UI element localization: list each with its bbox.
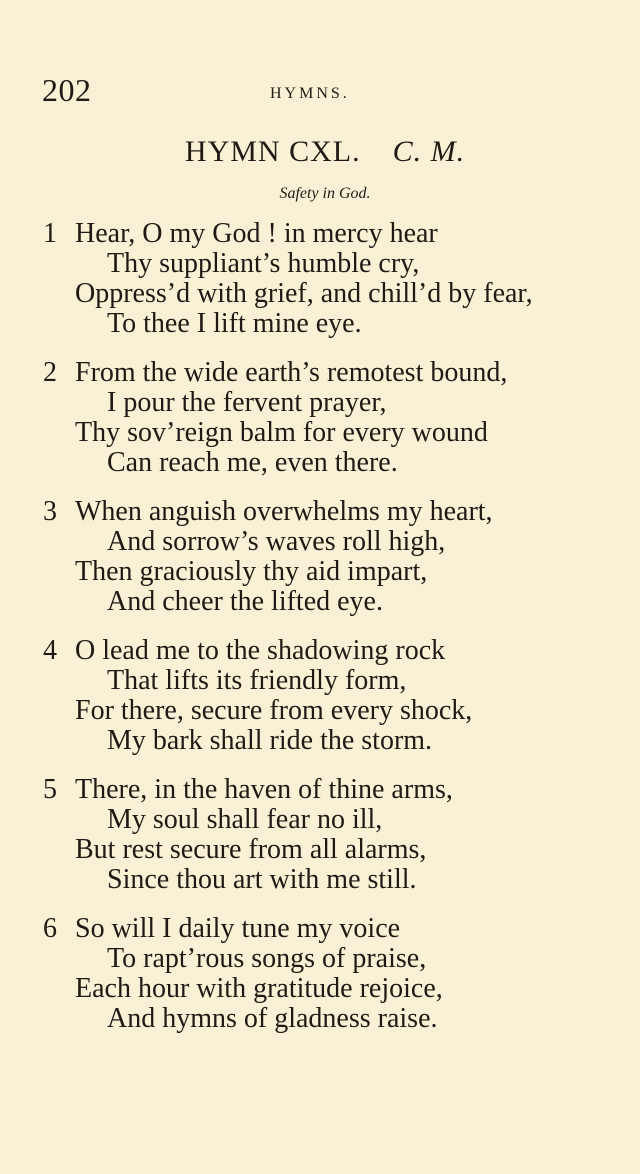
- verse-line: Hear, O my God ! in mercy hear: [75, 218, 438, 249]
- verse-line: O lead me to the shadowing rock: [75, 635, 446, 666]
- running-head: HYMNS.: [270, 85, 350, 102]
- verse-line: My soul shall fear no ill,: [107, 804, 383, 835]
- verse-line: But rest secure from all alarms,: [75, 834, 427, 865]
- verse-line: Each hour with gratitude rejoice,: [75, 973, 443, 1004]
- verse-line: That lifts its friendly form,: [107, 665, 407, 696]
- hymn-subtitle: Safety in God.: [279, 185, 371, 202]
- hymn-meter: C. M.: [392, 135, 466, 168]
- verse-line: Can reach me, even there.: [107, 447, 398, 478]
- verse-line: There, in the haven of thine arms,: [75, 774, 453, 805]
- stanza-number: 3: [43, 496, 57, 527]
- verse-line: Oppress’d with grief, and chill’d by fear,: [75, 278, 533, 309]
- stanza-5: [0, 775, 640, 895]
- verse-line: And sorrow’s waves roll high,: [107, 526, 446, 557]
- stanza-number: 2: [43, 357, 57, 388]
- verse-line: And hymns of gladness raise.: [107, 1003, 438, 1034]
- verse-line: Thy suppliant’s humble cry,: [107, 248, 420, 279]
- verse-line: So will I daily tune my voice: [75, 913, 401, 944]
- stanza-6: [0, 914, 640, 1034]
- verse-line: To rapt’rous songs of praise,: [107, 943, 427, 974]
- verse-line: When anguish overwhelms my heart,: [75, 496, 493, 527]
- stanza-number: 4: [43, 635, 57, 666]
- stanza-4: [0, 636, 640, 756]
- stanza-number: 1: [43, 218, 57, 249]
- verse-line: And cheer the lifted eye.: [107, 586, 383, 617]
- stanza-3: [0, 497, 640, 617]
- stanza-1: [0, 219, 640, 339]
- verse-line: For there, secure from every shock,: [75, 695, 473, 726]
- hymn-title: [0, 137, 640, 167]
- verse-line: To thee I lift mine eye.: [107, 308, 362, 339]
- verse-line: From the wide earth’s remotest bound,: [75, 357, 508, 388]
- verse-line: Since thou art with me still.: [107, 864, 417, 895]
- verse-line: I pour the fervent prayer,: [107, 387, 387, 418]
- verse-line: Thy sov’reign balm for every wound: [75, 417, 488, 448]
- page-number: 202: [42, 72, 92, 108]
- stanza-2: [0, 358, 640, 478]
- stanza-number: 6: [43, 913, 57, 944]
- verse-line: Then graciously thy aid impart,: [75, 556, 428, 587]
- hymn-number: HYMN CXL.: [184, 135, 361, 168]
- verse-line: My bark shall ride the storm.: [107, 725, 433, 756]
- stanza-number: 5: [43, 774, 57, 805]
